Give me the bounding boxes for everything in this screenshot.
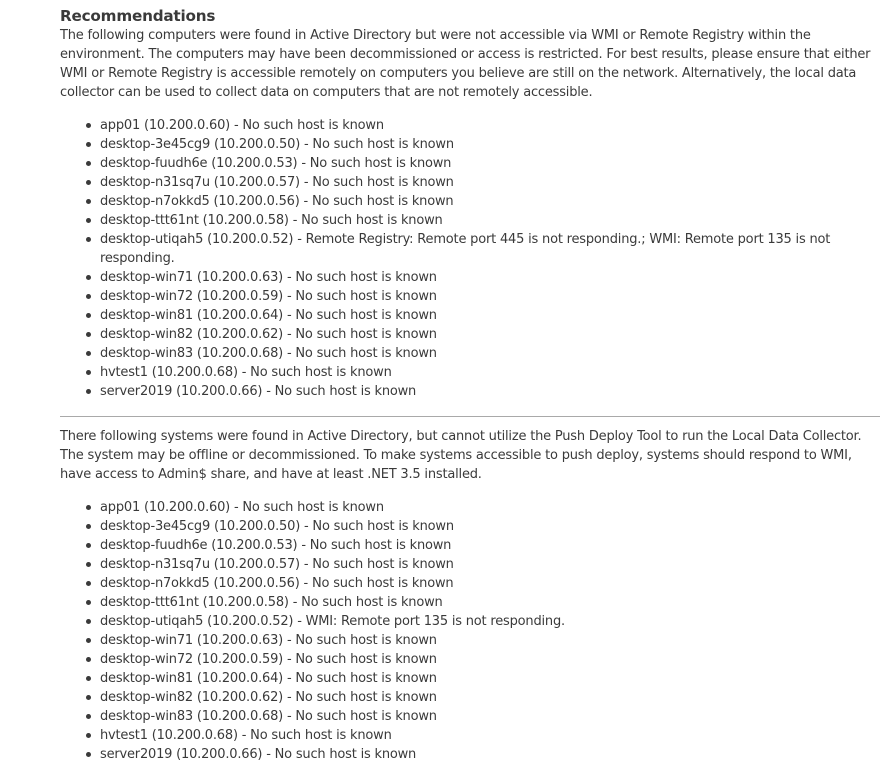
host-list-item: [60, 116, 880, 135]
bullet-icon: [86, 332, 91, 337]
host-entry-text: desktop-win82 (10.200.0.62) - No such host is known: [100, 327, 437, 342]
host-entry-text: app01 (10.200.0.60) - No such host is known: [100, 500, 384, 515]
host-list-item: [60, 631, 880, 650]
bullet-icon: [86, 695, 91, 700]
host-entry-text: desktop-win83 (10.200.0.68) - No such host is known: [100, 709, 437, 724]
host-entry-text: desktop-win81 (10.200.0.64) - No such host is known: [100, 308, 437, 323]
host-list-item: [60, 230, 880, 268]
bullet-icon: [86, 676, 91, 681]
host-entry-text: desktop-3e45cg9 (10.200.0.50) - No such host is known: [100, 519, 454, 534]
host-entry-text: desktop-n7okkd5 (10.200.0.56) - No such host is known: [100, 194, 454, 209]
host-entry-text: desktop-win82 (10.200.0.62) - No such host is known: [100, 690, 437, 705]
host-entry-text: desktop-fuudh6e (10.200.0.53) - No such host is known: [100, 538, 452, 553]
bullet-icon: [86, 657, 91, 662]
host-list-item: [60, 382, 880, 401]
host-list-item: [60, 612, 880, 631]
host-list-item: [60, 688, 880, 707]
host-list-item: [60, 173, 880, 192]
bullet-icon: [86, 505, 91, 510]
bullet-icon: [86, 562, 91, 567]
host-entry-text: hvtest1 (10.200.0.68) - No such host is known: [100, 728, 392, 743]
host-list-item: [60, 726, 880, 745]
bullet-icon: [86, 351, 91, 356]
host-entry-text: desktop-3e45cg9 (10.200.0.50) - No such host is known: [100, 137, 454, 152]
bullet-icon: [86, 581, 91, 586]
host-list-item: [60, 669, 880, 688]
host-list-item: [60, 593, 880, 612]
host-entry-text: server2019 (10.200.0.66) - No such host is known: [100, 747, 417, 762]
host-entry-text: app01 (10.200.0.60) - No such host is known: [100, 118, 384, 133]
host-list-item: [60, 650, 880, 669]
host-entry-text: desktop-n7okkd5 (10.200.0.56) - No such host is known: [100, 576, 454, 591]
host-entry-text: desktop-ttt61nt (10.200.0.58) - No such host is known: [100, 213, 443, 228]
inaccessible-computers-description: The following computers were found in Active Directory but were not accessible via WMI or Remote Registry within the environment. The computers may have been decommissioned or access is restricted. For best results, please ensure that either WMI or Remote Registry is accessible remotely on computers you believe are still on the network. Alternatively, the local data collector can be used to collect data on computers that are not remotely accessible.: [60, 28, 871, 100]
host-list-item: [60, 306, 880, 325]
bullet-icon: [86, 275, 91, 280]
host-entry-text: desktop-win71 (10.200.0.63) - No such host is known: [100, 633, 437, 648]
bullet-icon: [86, 313, 91, 318]
bullet-icon: [86, 389, 91, 394]
push-deploy-description: There following systems were found in Active Directory, but cannot utilize the Push Deploy Tool to run the Local Data Collector. The system may be offline or decommissioned. To make systems accessible to push deploy, systems should respond to WMI, have access to Admin$ share, and have at least .NET 3.5 installed.: [60, 429, 862, 482]
push-deploy-host-list: [60, 498, 880, 764]
host-entry-text: desktop-fuudh6e (10.200.0.53) - No such host is known: [100, 156, 452, 171]
host-entry-text: desktop-win83 (10.200.0.68) - No such host is known: [100, 346, 437, 361]
host-list-item: [60, 536, 880, 555]
bullet-icon: [86, 237, 91, 242]
recommendations-heading: Recommendations: [60, 7, 216, 25]
recommendations-report: [60, 6, 880, 764]
host-list-item: [60, 574, 880, 593]
inaccessible-host-list: [60, 116, 880, 401]
host-list-item: [60, 363, 880, 382]
host-list-item: [60, 555, 880, 574]
host-entry-text: desktop-win71 (10.200.0.63) - No such host is known: [100, 270, 437, 285]
host-entry-text: desktop-win72 (10.200.0.59) - No such host is known: [100, 289, 437, 304]
section-divider: [60, 416, 880, 417]
host-entry-text: desktop-n31sq7u (10.200.0.57) - No such host is known: [100, 557, 454, 572]
bullet-icon: [86, 199, 91, 204]
host-entry-text: desktop-win72 (10.200.0.59) - No such host is known: [100, 652, 437, 667]
host-list-item: [60, 517, 880, 536]
host-list-item: [60, 154, 880, 173]
host-entry-text: desktop-utiqah5 (10.200.0.52) - Remote Registry: Remote port 445 is not responding.; WMI: Remote port 135 is not responding.: [100, 232, 831, 266]
host-entry-text: desktop-utiqah5 (10.200.0.52) - WMI: Remote port 135 is not responding.: [100, 614, 565, 629]
bullet-icon: [86, 142, 91, 147]
bullet-icon: [86, 600, 91, 605]
bullet-icon: [86, 294, 91, 299]
host-list-item: [60, 287, 880, 306]
host-entry-text: hvtest1 (10.200.0.68) - No such host is known: [100, 365, 392, 380]
host-list-item: [60, 745, 880, 764]
host-list-item: [60, 135, 880, 154]
host-entry-text: desktop-win81 (10.200.0.64) - No such host is known: [100, 671, 437, 686]
bullet-icon: [86, 733, 91, 738]
host-entry-text: desktop-ttt61nt (10.200.0.58) - No such host is known: [100, 595, 443, 610]
bullet-icon: [86, 370, 91, 375]
bullet-icon: [86, 524, 91, 529]
host-list-item: [60, 268, 880, 287]
host-list-item: [60, 325, 880, 344]
host-list-item: [60, 344, 880, 363]
host-list-item: [60, 192, 880, 211]
bullet-icon: [86, 638, 91, 643]
host-entry-text: server2019 (10.200.0.66) - No such host is known: [100, 384, 417, 399]
host-list-item: [60, 707, 880, 726]
bullet-icon: [86, 752, 91, 757]
bullet-icon: [86, 543, 91, 548]
host-entry-text: desktop-n31sq7u (10.200.0.57) - No such host is known: [100, 175, 454, 190]
bullet-icon: [86, 619, 91, 624]
bullet-icon: [86, 123, 91, 128]
bullet-icon: [86, 161, 91, 166]
host-list-item: [60, 498, 880, 517]
bullet-icon: [86, 180, 91, 185]
bullet-icon: [86, 218, 91, 223]
host-list-item: [60, 211, 880, 230]
bullet-icon: [86, 714, 91, 719]
